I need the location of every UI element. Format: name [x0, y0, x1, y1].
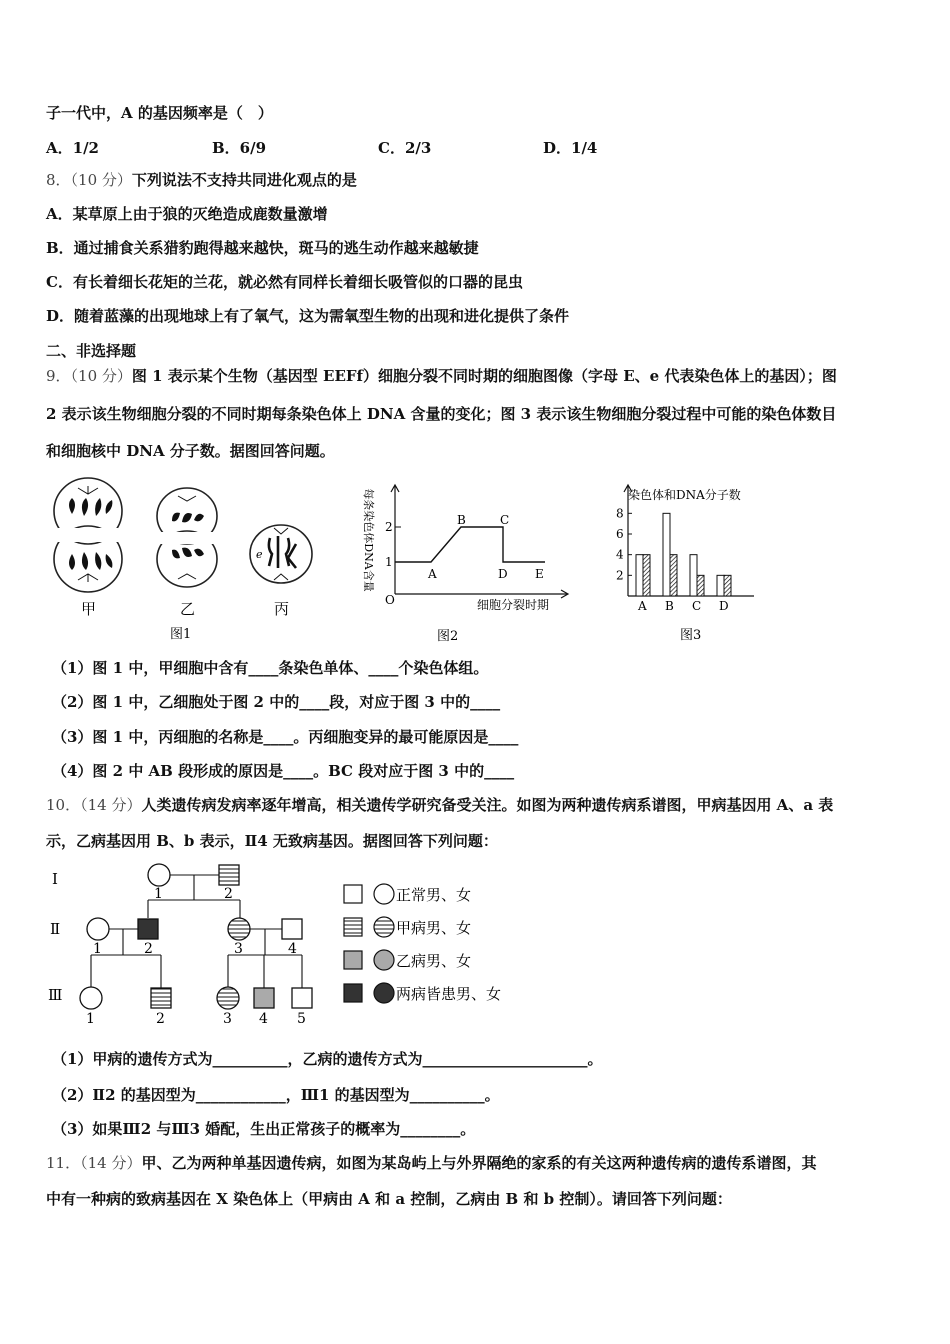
- pedigree-I1-female: [148, 864, 170, 886]
- figure-2-ytick-1: 1: [385, 555, 393, 569]
- q7-option-b[interactable]: B．6/9: [212, 139, 267, 157]
- figure-3-category-label: C: [692, 599, 702, 613]
- pedigree-III3-female-disease-a: [217, 987, 239, 1009]
- pedigree-II4-number: 4: [288, 941, 297, 957]
- figure-2-point-a: A: [428, 567, 437, 581]
- figure-2-point-d: D: [498, 567, 508, 581]
- q9-number: 9．（10 分）: [46, 367, 132, 385]
- pedigree-I2-male-disease-a: [219, 865, 239, 885]
- figure-2-point-b: B: [457, 513, 466, 527]
- q8-option-a[interactable]: A．某草原上由于狼的灭绝造成鹿数量激增: [46, 205, 328, 223]
- q7-tail: 子一代中，A 的基因频率是（ ）: [46, 104, 273, 122]
- pedigree-III1-female: [80, 987, 102, 1009]
- q11-stem-line2: 中有一种病的致病基因在 X 染色体上（甲病由 A 和 a 控制，乙病由 B 和 b 控制）。请回答下列问题：: [46, 1190, 732, 1208]
- q9-stem-line3: 和细胞核中 DNA 分子数。据图回答问题。: [46, 442, 335, 460]
- figure-3-bar-B-chromosome: [663, 513, 670, 596]
- figure-3-bar-C-dna: [697, 575, 704, 596]
- pedigree-III1-number: 1: [86, 1011, 95, 1027]
- figure-1-cells: [48, 476, 328, 646]
- pedigree-III5-number: 5: [297, 1011, 306, 1027]
- figure-3-bar-A-dna: [643, 555, 650, 596]
- pedigree-chart: [46, 860, 546, 1035]
- figure-3-caption: 图3: [680, 628, 702, 643]
- legend-disease-a: 甲病男、女: [396, 919, 472, 937]
- legend-disease-b: 乙病男、女: [396, 952, 472, 970]
- section-heading: 二、非选择题: [46, 342, 137, 360]
- generation-1-label: Ⅰ: [52, 870, 58, 888]
- figure-3-bar-B-dna: [670, 555, 677, 596]
- pedigree-II3-number: 3: [234, 941, 243, 957]
- pedigree-III4-male-disease-b: [254, 988, 274, 1008]
- q7-option-a[interactable]: A．1/2: [46, 139, 99, 157]
- pedigree-legend: [344, 884, 501, 1003]
- figure-3-bar-D-chromosome: [717, 575, 724, 596]
- figure-2-origin: O: [385, 593, 395, 607]
- cell-bing: [250, 525, 312, 618]
- q11-number: 11．（14 分）: [46, 1154, 142, 1172]
- q10-stem-line1: [46, 795, 833, 815]
- pedigree-III5-male: [292, 988, 312, 1008]
- cell-label-bing: 丙: [274, 600, 290, 618]
- figure-2-line: [395, 527, 545, 562]
- figure-2-caption: 图2: [437, 629, 459, 644]
- q8-stem-line: [46, 170, 357, 190]
- q7-option-d[interactable]: D．1/4: [543, 139, 598, 157]
- pedigree-II1-number: 1: [93, 941, 102, 957]
- figure-2-point-c: C: [500, 513, 510, 527]
- figure-2-ytick-2: 2: [385, 520, 393, 534]
- figure-3-ytick-label: 2: [616, 568, 624, 583]
- cell-label-yi: 乙: [180, 600, 196, 618]
- q9-stem-line2: 2 表示该生物细胞分裂的不同时期每条染色体上 DNA 含量的变化；图 3 表示该生物细胞分裂过程中可能的染色体数目: [46, 405, 837, 423]
- pedigree-I2-number: 2: [224, 886, 233, 902]
- pedigree-II1-female: [87, 918, 109, 940]
- q11-stem-line1: [46, 1153, 816, 1173]
- q10-sub-1: （1）甲病的遗传方式为__________，乙病的遗传方式为______________________。: [52, 1050, 603, 1068]
- pedigree-III3-number: 3: [223, 1011, 232, 1027]
- figure-3-title: 染色体和DNA分子数: [628, 488, 741, 502]
- q10-sub-2: （2）Ⅱ2 的基因型为____________，Ⅲ1 的基因型为__________。: [52, 1086, 500, 1104]
- cell-label-jia: 甲: [81, 600, 97, 618]
- q10-sub-3: （3）如果Ⅲ2 与Ⅲ3 婚配，生出正常孩子的概率为________。: [52, 1120, 476, 1138]
- q9-sub-1: （1）图 1 中，甲细胞中含有____条染色单体、____个染色体组。: [52, 659, 489, 677]
- q8-stem: 下列说法不支持共同进化观点的是: [131, 171, 357, 189]
- figure-3-category-label: B: [665, 599, 674, 613]
- pedigree-I1-number: 1: [154, 886, 163, 902]
- q10-stem-text: 人类遗传病发病率逐年增高，相关遗传学研究备受关注。如图为两种遗传病系谱图，甲病基因用 A、a 表: [141, 796, 834, 814]
- legend-normal: 正常男、女: [396, 886, 472, 904]
- generation-2-label: Ⅱ: [50, 920, 61, 938]
- figure-3-category-label: D: [719, 599, 729, 613]
- generation-3-label: Ⅲ: [48, 986, 63, 1004]
- pedigree-III2-number: 2: [156, 1011, 165, 1027]
- cell-jia: [54, 478, 122, 618]
- q8-option-d[interactable]: D．随着蓝藻的出现地球上有了氧气，这为需氧型生物的出现和进化提供了条件: [46, 307, 570, 325]
- q10-number: 10．（14 分）: [46, 796, 142, 814]
- q10-stem-line2: 示，乙病基因用 B、b 表示，Ⅱ4 无致病基因。据图回答下列问题：: [46, 832, 498, 850]
- figure-3-ytick-label: 8: [616, 506, 624, 521]
- pedigree-II2-male-both: [138, 919, 158, 939]
- figure-2-point-e: E: [535, 567, 544, 581]
- pedigree-II4-male: [282, 919, 302, 939]
- figure-3-bar-C-chromosome: [690, 555, 697, 596]
- figure-3-ytick-label: 4: [616, 547, 624, 562]
- gene-label-e: e: [256, 548, 263, 561]
- q9-sub-2: （2）图 1 中，乙细胞处于图 2 中的____段，对应于图 3 中的____: [52, 693, 501, 711]
- cell-yi: [157, 488, 217, 618]
- figure-3-bar-chart: [608, 480, 768, 650]
- figure-3-bar-D-dna: [724, 575, 731, 596]
- figure-3-ytick-label: 6: [616, 527, 624, 541]
- q8-option-b[interactable]: B．通过捕食关系猎豹跑得越来越快，斑马的逃生动作越来越敏捷: [46, 239, 479, 257]
- q8-number: 8．（10 分）: [46, 171, 132, 189]
- figure-2-ylabel: 每条染色体DNA含量: [362, 488, 375, 592]
- figure-3-bar-A-chromosome: [636, 555, 643, 596]
- pedigree-III2-male-disease-a: [151, 988, 171, 1008]
- q9-sub-4: （4）图 2 中 AB 段形成的原因是____。BC 段对应于图 3 中的____: [52, 762, 515, 780]
- legend-both: 两病皆患男、女: [396, 985, 502, 1003]
- q11-stem-text: 甲、乙为两种单基因遗传病，如图为某岛屿上与外界隔绝的家系的有关这两种遗传病的遗传系谱图，其: [141, 1154, 817, 1172]
- pedigree-II3-female-disease-a: [228, 918, 250, 940]
- pedigree-II2-number: 2: [144, 941, 153, 957]
- figure-2-xlabel: 细胞分裂时期: [477, 598, 550, 612]
- q9-stem-text: 图 1 表示某个生物（基因型 EEFf）细胞分裂不同时期的细胞图像（字母 E、e 代表染色体上的基因）；图: [131, 367, 837, 385]
- q8-option-c[interactable]: C．有长着细长花矩的兰花，就必然有同样长着细长吸管似的口器的昆虫: [46, 273, 523, 291]
- figure-3-category-label: A: [638, 599, 647, 613]
- q9-stem-line1: [46, 366, 837, 386]
- q7-option-c[interactable]: C．2/3: [378, 139, 432, 157]
- figure-2-dna-chart: [355, 478, 580, 648]
- pedigree-III4-number: 4: [259, 1011, 268, 1027]
- figure-1-caption: 图1: [170, 627, 192, 642]
- q9-sub-3: （3）图 1 中，丙细胞的名称是____。丙细胞变异的最可能原因是____: [52, 728, 519, 746]
